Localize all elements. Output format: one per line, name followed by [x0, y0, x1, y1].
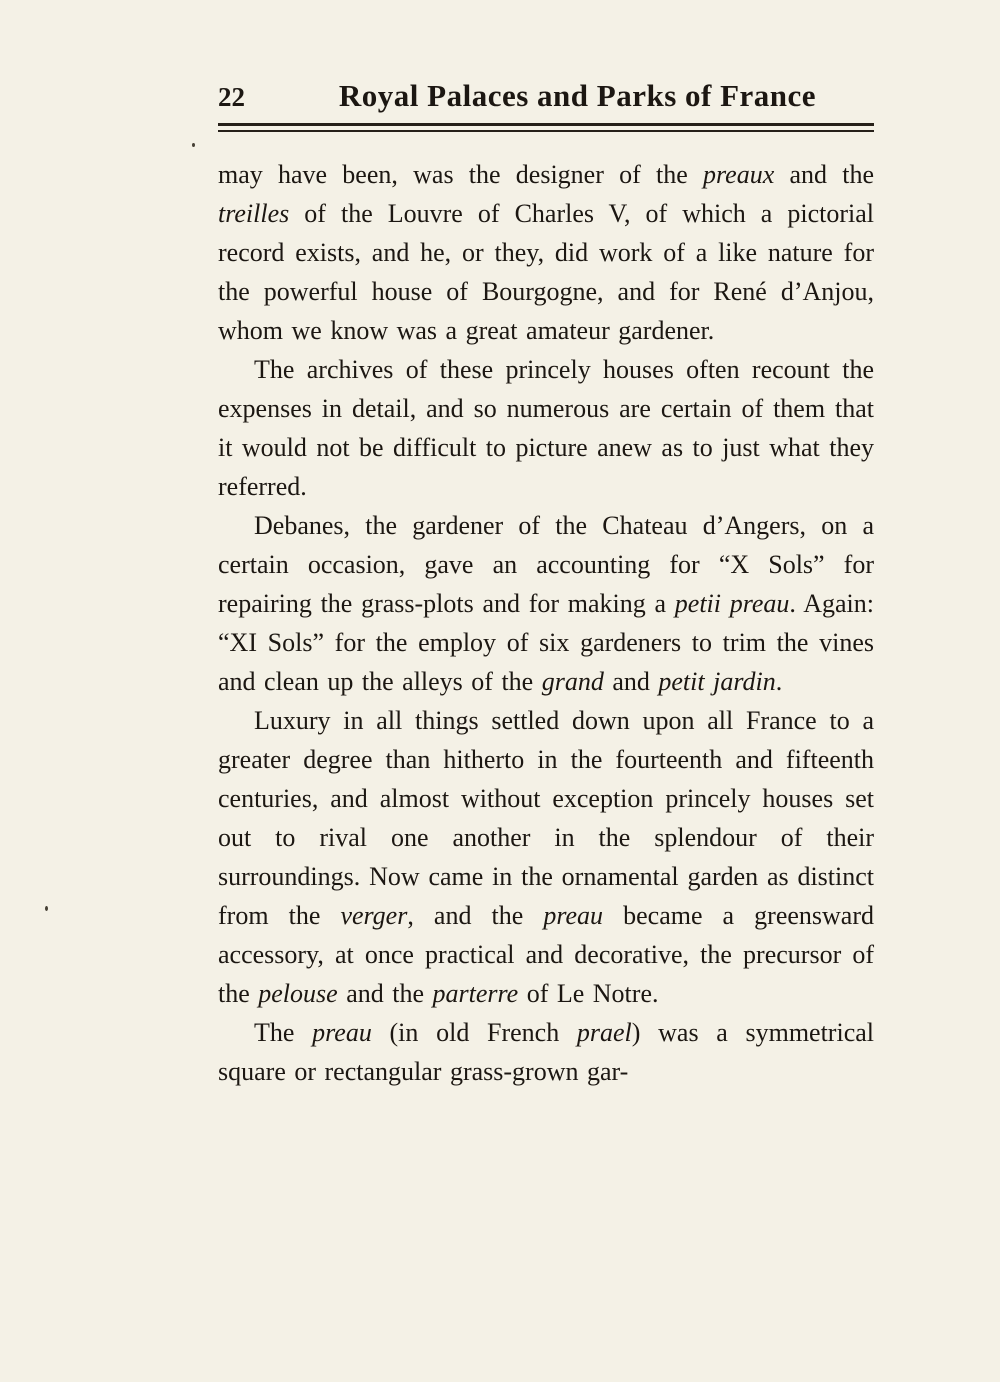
text-segment: of Le Notre. — [518, 979, 659, 1008]
paragraph — [218, 1013, 874, 1091]
paragraph — [218, 155, 874, 350]
text-segment: , and the — [407, 901, 544, 930]
italic-term: preau — [543, 901, 604, 930]
italic-term: petii preau — [674, 589, 790, 618]
text-segment: The archives of these princely houses often recount the expenses in detail, and so numerous are certain of them that it would not be difficult to picture anew as to just what they referred. — [218, 355, 874, 501]
text-segment: Debanes, the gardener of the Chateau d’Angers, on a certain occasion, gave an accounting for “X Sols” for repairing the grass-plots and for making a — [218, 511, 874, 618]
text-segment: and the — [774, 160, 875, 189]
italic-term: verger — [340, 901, 408, 930]
text-segment: (in old French — [371, 1018, 577, 1047]
italic-term: pelouse — [258, 979, 338, 1008]
text-segment: and the — [337, 979, 433, 1008]
italic-term: parterre — [432, 979, 519, 1008]
paragraph — [218, 506, 874, 701]
text-segment: may have been, was the designer of the — [218, 160, 703, 189]
italic-term: treilles — [218, 199, 290, 228]
text-segment: Luxury in all things settled down upon all France to a greater degree than hitherto in the fourteenth and fifteenth centuries, and almost without exception princely houses set out to rival one another in the splendour of their surroundings. Now came in the ornamental garden as distinct from the — [218, 706, 874, 930]
italic-term: grand — [541, 667, 604, 696]
scan-speck — [45, 906, 48, 911]
paragraph — [218, 701, 874, 1013]
italic-term: petit jardin — [658, 667, 776, 696]
running-title: Royal Palaces and Parks of France — [338, 78, 817, 113]
header-rule — [218, 123, 874, 132]
page-header — [218, 78, 874, 114]
scan-speck — [192, 143, 195, 147]
italic-term: preau — [312, 1018, 372, 1047]
text-segment: The — [254, 1018, 313, 1047]
book-page — [218, 78, 874, 1091]
text-segment: . — [775, 667, 783, 696]
page-body — [218, 155, 874, 1091]
text-segment: became a greensward accessory, at once practical and decorative, the precursor of the — [218, 901, 874, 1008]
text-segment: . Again: “XI Sols” for the employ of six gardeners to trim the vines and clean up the alleys of the — [218, 589, 874, 696]
italic-term: preaux — [703, 160, 775, 189]
page-number: 22 — [218, 82, 245, 112]
italic-term: prael — [576, 1018, 632, 1047]
text-segment: ) was a symmetrical square or rectangular grass-grown gar- — [218, 1018, 874, 1086]
paragraph — [218, 350, 874, 506]
text-segment: and — [603, 667, 659, 696]
text-segment: of the Louvre of Charles V, of which a pictorial record exists, and he, or they, did work of a like nature for the powerful house of Bourgogne, and for René d’Anjou, whom we know was a great amateur gardener. — [218, 199, 874, 345]
